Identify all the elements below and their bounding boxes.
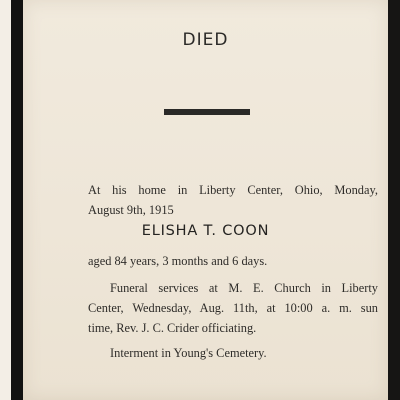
background-strip [0,0,11,400]
funeral-services-paragraph [88,278,378,338]
death-location-paragraph [88,180,378,220]
card-border-left [11,0,23,400]
services-line-1: Funeral services at M. E. Church in Liberty [110,281,378,295]
services-line-3: time, Rev. J. C. Crider officiating. [88,321,257,335]
age-line: aged 84 years, 3 months and 6 days. [88,254,268,268]
funeral-notice-card [23,0,388,400]
notice-heading: DIED [182,30,229,50]
divider-rule [164,109,250,115]
deceased-name: ELISHA T. COON [141,223,270,239]
card-border-right [388,0,400,400]
interment-line: Interment in Young's Cemetery. [110,346,267,360]
death-location-line-2: August 9th, 1915 [88,203,174,217]
services-line-2: Center, Wednesday, Aug. 11th, at 10:00 a. m. sun [88,301,378,315]
death-location-line-1: At his home in Liberty Center, Ohio, Monday, [88,183,378,197]
